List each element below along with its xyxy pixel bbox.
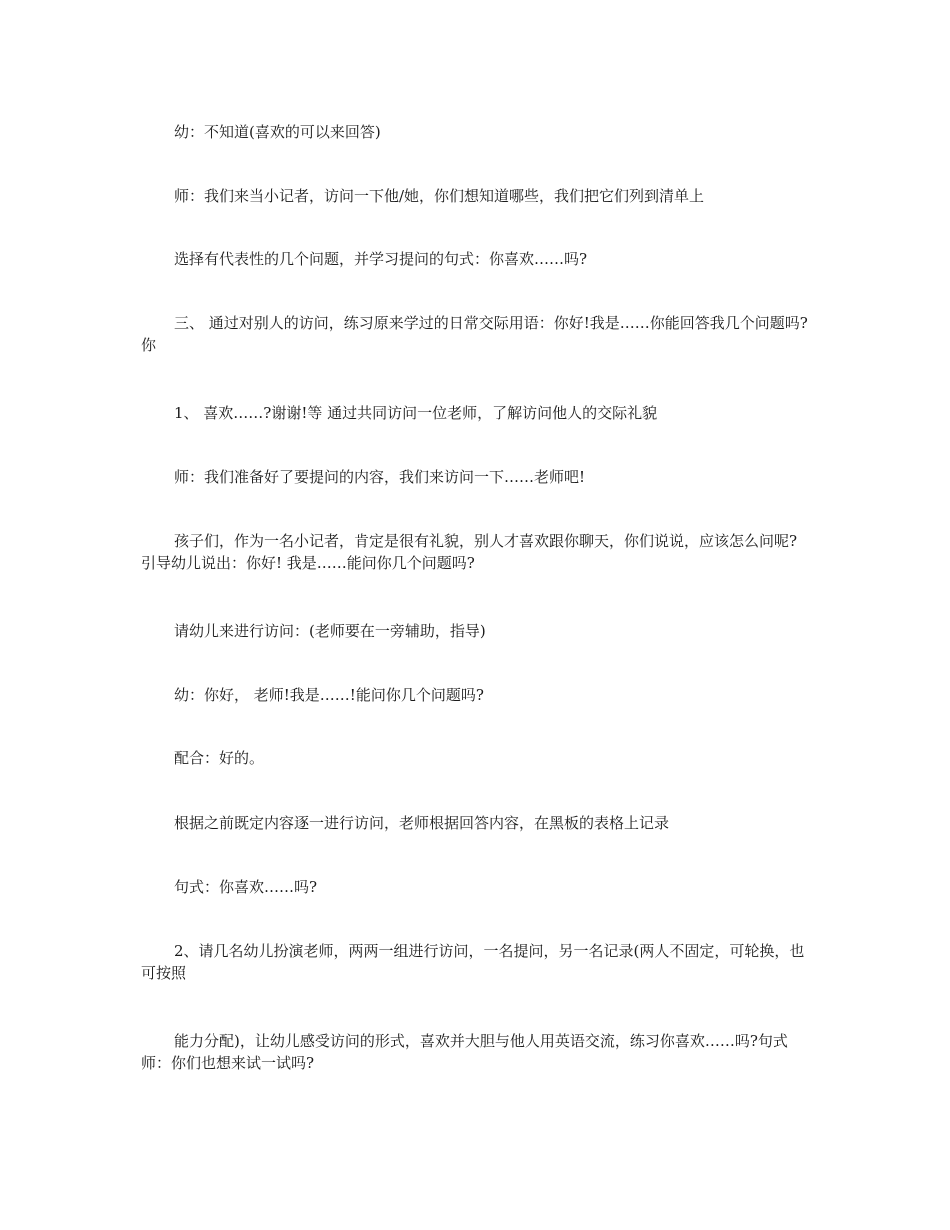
paragraph: 选择有代表性的几个问题，并学习提问的句式：你喜欢……吗? bbox=[174, 250, 588, 268]
paragraph: 幼：不知道(喜欢的可以来回答) bbox=[174, 123, 381, 141]
paragraph: 幼：你好， 老师!我是……!能问你几个问题吗? bbox=[174, 686, 484, 704]
paragraph: 2、请几名幼儿扮演老师，两两一组进行访问，一名提问，另一名记录(两人不固定，可轮换，也可按照 bbox=[141, 942, 805, 982]
paragraph: 请幼儿来进行访问：(老师要在一旁辅助，指导) bbox=[174, 622, 486, 640]
paragraph: 根据之前既定内容逐一进行访问，老师根据回答内容，在黑板的表格上记录 bbox=[174, 814, 670, 832]
paragraph: 能力分配)，让幼儿感受访问的形式，喜欢并大胆与他人用英语交流，练习你喜欢……吗?句式 师：你们也想来试一试吗? bbox=[141, 1032, 788, 1072]
paragraph: 师：我们准备好了要提问的内容，我们来访问一下……老师吧! bbox=[174, 468, 586, 486]
paragraph: 配合：好的。 bbox=[174, 749, 265, 767]
paragraph: 三、 通过对别人的访问，练习原来学过的日常交际用语：你好!我是……你能回答我几个问题吗?你 bbox=[141, 314, 808, 354]
paragraph: 师：我们来当小记者，访问一下他/她，你们想知道哪些，我们把它们列到清单上 bbox=[174, 187, 705, 205]
paragraph: 孩子们，作为一名小记者，肯定是很有礼貌，别人才喜欢跟你聊天，你们说说，应该怎么问呢? 引导幼儿说出：你好! 我是……能问你几个问题吗? bbox=[141, 532, 798, 572]
paragraph: 句式：你喜欢……吗? bbox=[174, 878, 318, 896]
paragraph: 1、 喜欢……?谢谢!等 通过共同访问一位老师，了解访问他人的交际礼貌 bbox=[174, 404, 658, 422]
